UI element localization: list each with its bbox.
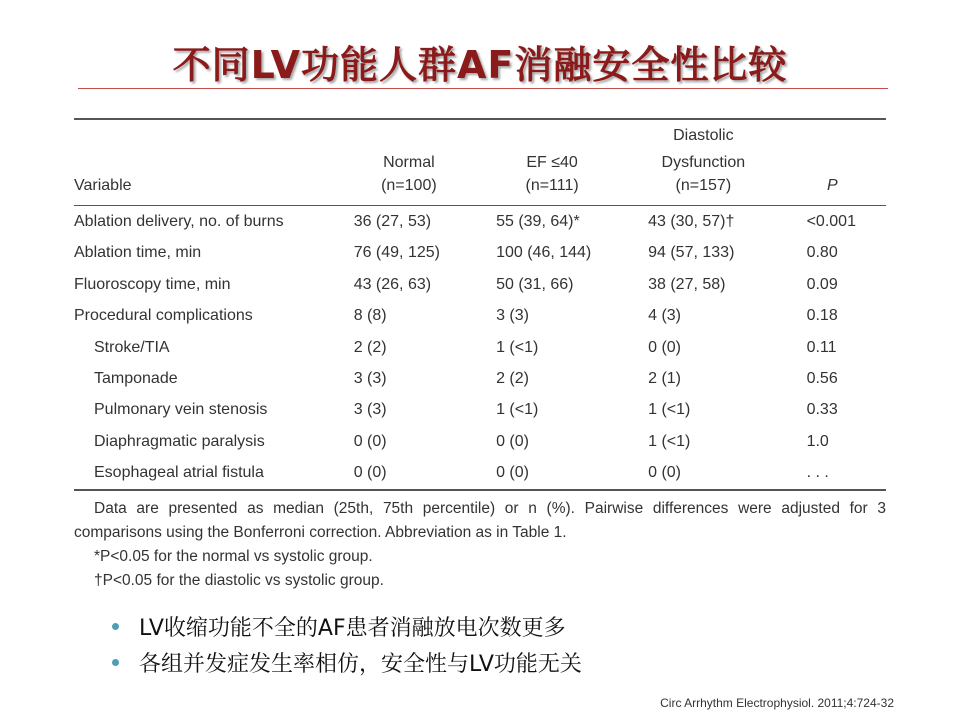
row-variable: Fluoroscopy time, min	[74, 275, 231, 293]
row-variable: Ablation time, min	[74, 244, 202, 262]
table-row	[74, 332, 886, 363]
row-ef: 2 (2)	[496, 370, 529, 388]
table-row	[74, 206, 886, 238]
row-p: 0.09	[806, 275, 838, 293]
bullet-dot-icon	[112, 659, 119, 666]
bullet-text: LV收缩功能不全的AF患者消融放电次数更多	[139, 615, 566, 641]
row-variable: Tamponade	[94, 370, 178, 388]
header-ef-line1: EF ≤40	[526, 154, 578, 171]
row-variable: Ablation delivery, no. of burns	[74, 213, 284, 230]
row-p: 0.56	[806, 370, 838, 388]
row-p: 0.18	[806, 307, 838, 325]
results-table-container	[74, 118, 886, 593]
row-diastolic: 1 (<1)	[648, 401, 691, 419]
row-ef: 1 (<1)	[496, 401, 539, 419]
table-row	[74, 394, 886, 425]
row-variable: Diaphragmatic paralysis	[94, 432, 265, 450]
table-row	[74, 300, 886, 331]
slide-title: 不同LV功能人群AF消融安全性比较	[172, 43, 788, 87]
row-p: 0.33	[806, 401, 838, 419]
header-normal	[342, 147, 476, 206]
row-ef: 100 (46, 144)	[496, 244, 592, 262]
row-ef: 50 (31, 66)	[496, 275, 574, 293]
row-normal: 3 (3)	[353, 401, 387, 419]
row-ef: 1 (<1)	[496, 338, 539, 356]
row-ef: 55 (39, 64)*	[496, 213, 580, 230]
bullet-list	[112, 608, 912, 680]
row-p: 1.0	[806, 432, 829, 450]
table-footnote-2: †P<0.05 for the diastolic vs systolic group.	[94, 571, 384, 589]
row-normal: 2 (2)	[353, 338, 387, 356]
row-p: <0.001	[806, 213, 856, 230]
header-normal-line2: (n=100)	[381, 177, 437, 194]
row-variable: Stroke/TIA	[94, 338, 170, 356]
bullet-dot-icon	[112, 623, 119, 630]
row-normal: 0 (0)	[342, 457, 476, 489]
results-table	[74, 118, 886, 491]
header-diastolic-line0: Diastolic	[628, 119, 778, 147]
row-diastolic: 1 (<1)	[648, 432, 691, 450]
header-p: P	[779, 147, 886, 206]
row-ef: 0 (0)	[476, 457, 628, 489]
header-ef-line2: (n=111)	[525, 177, 579, 194]
row-normal: 8 (8)	[353, 307, 387, 325]
table-notes	[74, 497, 886, 593]
row-normal: 3 (3)	[353, 370, 387, 388]
header-normal-line1: Normal	[383, 154, 435, 171]
row-diastolic: 0 (0)	[648, 338, 682, 356]
header-ef	[476, 147, 628, 206]
table-row	[74, 363, 886, 394]
row-diastolic: 0 (0)	[628, 457, 778, 489]
citation: Circ Arrhythm Electrophysiol. 2011;4:724-32	[660, 696, 894, 710]
table-footnote-1: *P<0.05 for the normal vs systolic group.	[94, 547, 373, 565]
row-p: . . .	[779, 457, 886, 489]
header-diastolic-line1: Dysfunction	[661, 154, 746, 171]
row-variable: Pulmonary vein stenosis	[94, 401, 268, 419]
row-diastolic: 4 (3)	[648, 307, 682, 325]
table-row	[74, 457, 886, 489]
table-row	[74, 269, 886, 300]
header-diastolic-line2: (n=157)	[675, 177, 732, 194]
row-diastolic: 2 (1)	[648, 370, 682, 388]
row-ef: 0 (0)	[496, 432, 529, 450]
row-variable: Procedural complications	[74, 307, 253, 325]
row-diastolic: 38 (27, 58)	[648, 275, 726, 293]
row-normal: 43 (26, 63)	[353, 275, 432, 293]
row-normal: 36 (27, 53)	[353, 213, 432, 230]
row-normal: 76 (49, 125)	[353, 244, 440, 262]
row-p: 0.11	[806, 338, 837, 356]
table-row	[74, 426, 886, 457]
row-diastolic: 94 (57, 133)	[648, 244, 735, 262]
row-p: 0.80	[806, 244, 838, 262]
header-variable: Variable	[74, 147, 342, 206]
table-row	[74, 237, 886, 268]
bullet-item	[112, 644, 912, 680]
row-ef: 3 (3)	[496, 307, 529, 325]
table-note-main: Data are presented as median (25th, 75th percentile) or n (%). Pairwise differences were adjusted for 3 comparisons using the Bonferroni correction. Abbreviation as in Table 1.	[74, 499, 886, 541]
header-diastolic	[628, 147, 778, 206]
row-normal: 0 (0)	[353, 432, 387, 450]
title-divider	[78, 88, 888, 89]
bullet-item	[112, 608, 912, 644]
bullet-text: 各组并发症发生率相仿，安全性与LV功能无关	[139, 651, 582, 677]
row-variable: Esophageal atrial fistula	[74, 457, 342, 489]
row-diastolic: 43 (30, 57)†	[648, 213, 735, 230]
